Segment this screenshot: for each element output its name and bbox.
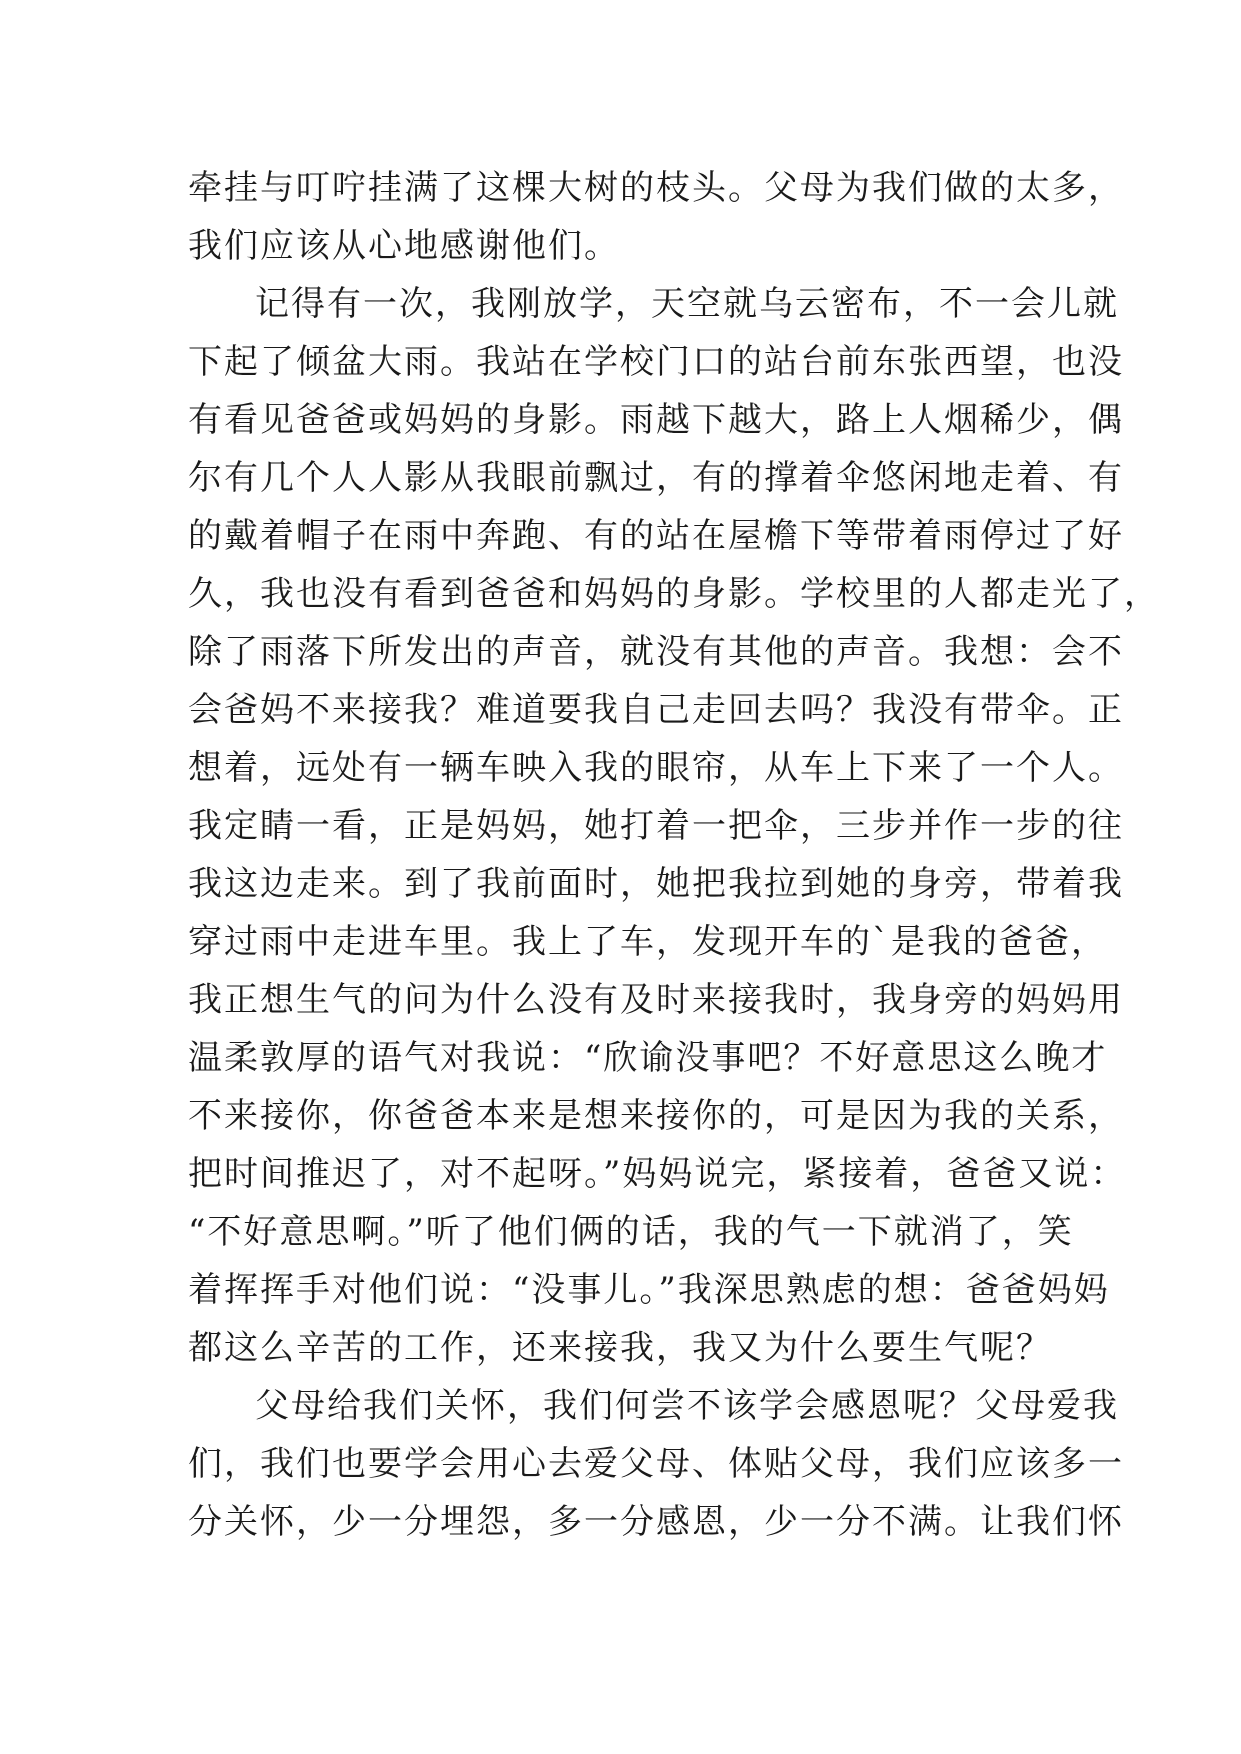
- text-line: 着挥挥手对他们说：“没事儿。”我深思熟虑的想：爸爸妈妈: [188, 1270, 1110, 1310]
- text-line: 尔有几个人人影从我眼前飘过，有的撑着伞悠闲地走着、有: [188, 458, 1124, 498]
- text-line: 想着，远处有一辆车映入我的眼帘，从车上下来了一个人。: [188, 748, 1124, 788]
- text-line: 除了雨落下所发出的声音，就没有其他的声音。我想：会不: [188, 632, 1124, 672]
- text-line: “不好意思啊。”听了他们俩的话，我的气一下就消了，笑: [188, 1212, 1074, 1252]
- text-line: 穿过雨中走进车里。我上了车，发现开车的`是我的爸爸，: [188, 922, 1107, 962]
- text-line: 有看见爸爸或妈妈的身影。雨越下越大，路上人烟稀少，偶: [188, 400, 1124, 440]
- text-line: 的戴着帽子在雨中奔跑、有的站在屋檐下等带着雨停过了好: [188, 516, 1124, 556]
- text-line: 不来接你，你爸爸本来是想来接你的，可是因为我的关系，: [188, 1096, 1124, 1136]
- text-line: 把时间推迟了，对不起呀。”妈妈说完，紧接着，爸爸又说：: [188, 1154, 1127, 1194]
- text-line: 我们应该从心地感谢他们。: [188, 226, 620, 266]
- text-line: 分关怀，少一分埋怨，多一分感恩，少一分不满。让我们怀: [188, 1502, 1124, 1542]
- paragraph-start-line: 记得有一次，我刚放学，天空就乌云密布，不一会儿就: [255, 284, 1119, 324]
- text-line: 们，我们也要学会用心去爱父母、体贴父母，我们应该多一: [188, 1444, 1124, 1484]
- text-line: 会爸妈不来接我？难道要我自己走回去吗？我没有带伞。正: [188, 690, 1124, 730]
- text-line: 我正想生气的问为什么没有及时来接我时，我身旁的妈妈用: [188, 980, 1124, 1020]
- text-line: 温柔敦厚的语气对我说：“欣谕没事吧？不好意思这么晚才: [188, 1038, 1108, 1078]
- text-line: 久，我也没有看到爸爸和妈妈的身影。学校里的人都走光了，: [188, 574, 1160, 614]
- text-line: 都这么辛苦的工作，还来接我，我又为什么要生气呢？: [188, 1328, 1052, 1368]
- text-line: 我定睛一看，正是妈妈，她打着一把伞，三步并作一步的往: [188, 806, 1124, 846]
- text-line: 牵挂与叮咛挂满了这棵大树的枝头。父母为我们做的太多，: [188, 168, 1124, 208]
- text-line: 我这边走来。到了我前面时，她把我拉到她的身旁，带着我: [188, 864, 1124, 904]
- paragraph-start-line: 父母给我们关怀，我们何尝不该学会感恩呢？父母爱我: [255, 1386, 1119, 1426]
- text-line: 下起了倾盆大雨。我站在学校门口的站台前东张西望，也没: [188, 342, 1124, 382]
